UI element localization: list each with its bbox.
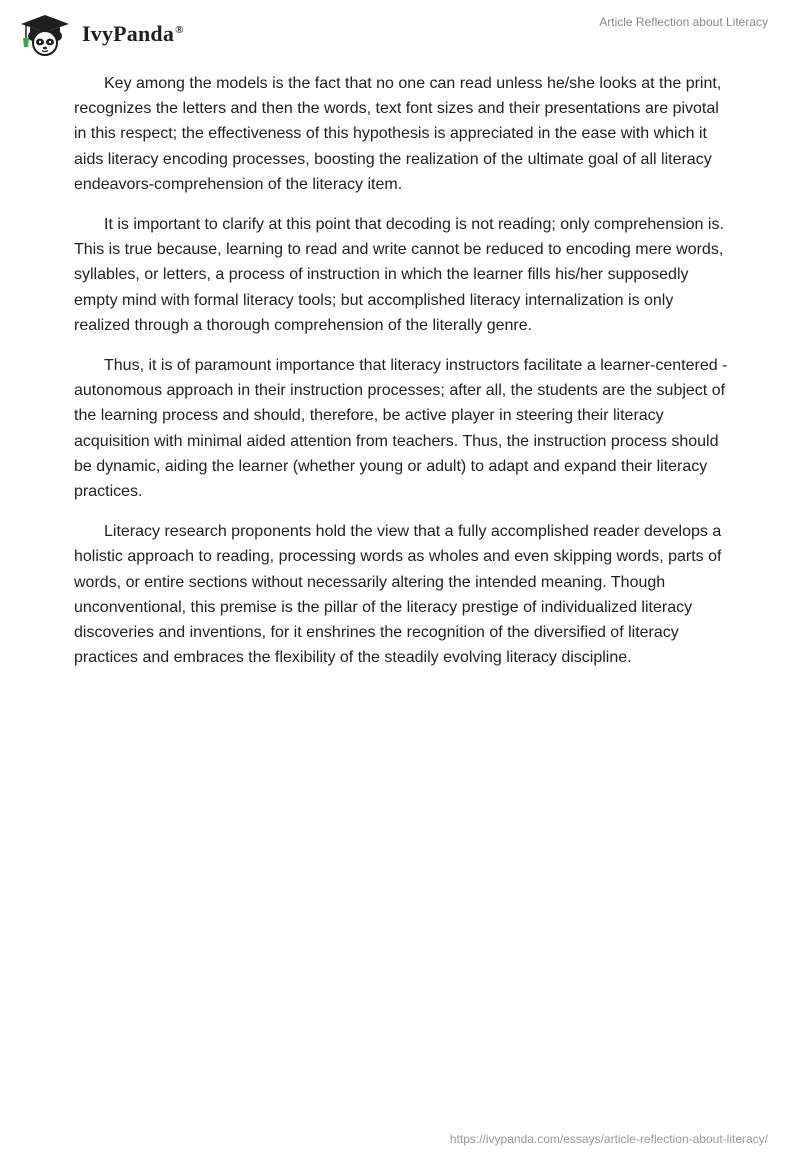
registered-mark: ® bbox=[175, 23, 184, 36]
paragraph-4: Literacy research proponents hold the view that a fully accomplished reader develops a holistic approach to reading, processing words as wholes and even skipping words, parts of words, or entire sections without necessarily altering the intended meaning. Though unconventional, this premise is the pillar of the literacy prestige of individualized literacy discoveries and inventions, for it enshrines the recognition of the diversified of literacy practices and embraces the flexibility of the steadily evolving literacy discipline. bbox=[74, 523, 722, 667]
document-title: Article Reflection about Literacy bbox=[599, 15, 768, 29]
paragraph-3: Thus, it is of paramount importance that literacy instructors facilitate a learner-centered - autonomous approach in their instruction processes; after all, the students are the subject of the learning process and should, therefore, be active player in steering their literacy acquisition with minimal aided attention from teachers. Thus, the instruction process should be dynamic, aiding the learner (whether young or adult) to adapt and expand their literacy practices. bbox=[74, 357, 728, 501]
paragraph-1: Key among the models is the fact that no one can read unless he/she looks at the print, recognizes the letters and then the words, text font sizes and their presentations are pivotal in this respect; the effectiveness of this hypothesis is appreciated in the ease with which it aids literacy encoding processes, boosting the realization of the ultimate goal of all literacy endeavors-comprehension of the literacy item. bbox=[74, 75, 722, 193]
paragraph-2: It is important to clarify at this point that decoding is not reading; only comprehension is. This is true because, learning to read and write cannot be reduced to encoding mere words, syllables, or letters, a process of instruction in which the learner fills his/her supposedly empty mind with formal literacy tools; but accomplished literacy internalization is only realized through a thorough comprehension of the literally genre. bbox=[74, 216, 724, 334]
source-url-link[interactable]: https://ivypanda.com/essays/article-reflection-about-literacy/ bbox=[449, 1132, 768, 1146]
brand-logo[interactable] bbox=[14, 12, 184, 56]
brand-name: IvyPanda® bbox=[82, 21, 184, 46]
essay-body bbox=[74, 71, 730, 685]
panda-logo-icon bbox=[14, 12, 76, 56]
